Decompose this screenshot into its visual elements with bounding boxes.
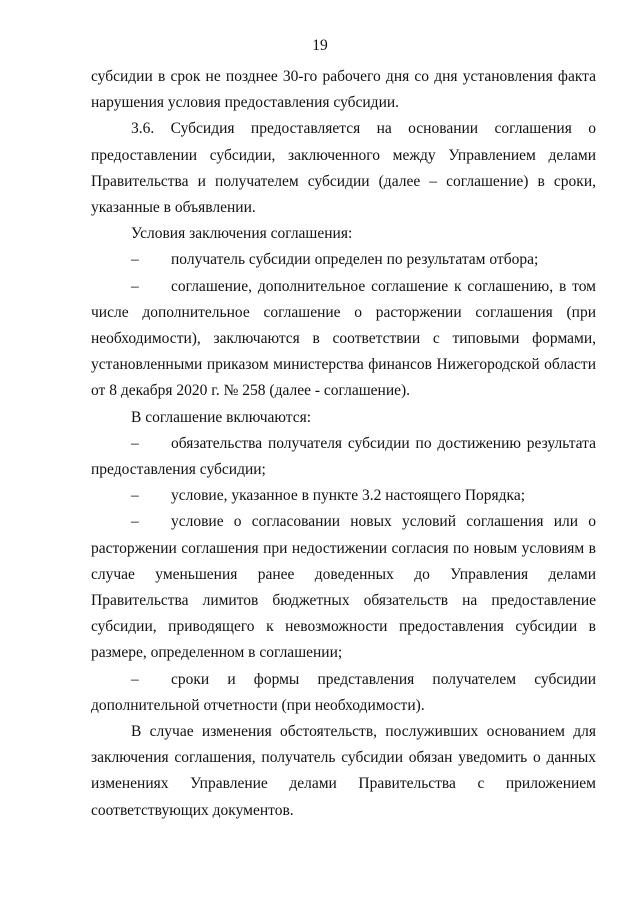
list-item-text: условие о согласовании новых условий соглашения или о bbox=[171, 513, 596, 531]
list-item-text: получатель субсидии определен по результатам отбора; bbox=[171, 251, 539, 269]
dash-marker: – bbox=[131, 434, 139, 452]
list-item bbox=[91, 274, 596, 300]
dash-marker: – bbox=[131, 513, 139, 531]
list-item-continuation: числе дополнительное соглашение о расторжении соглашения (при необходимости), заключаются в соответствии с типовыми формами, установленными приказом министерства финансов Нижегородской области от 8 декабря 2020 г. № 258 (далее - соглашение). bbox=[91, 303, 596, 400]
dash-marker: – bbox=[131, 251, 139, 269]
list-item-continuation: предоставления субсидии; bbox=[91, 461, 266, 479]
page-number: 19 bbox=[312, 37, 328, 54]
paragraph-3-6-first-line: 3.6. Субсидия предоставляется на основании соглашения о bbox=[131, 120, 596, 138]
conditions-heading: Условия заключения соглашения: bbox=[131, 225, 353, 243]
includes-heading: В соглашение включаются: bbox=[131, 408, 312, 426]
list-item bbox=[91, 667, 596, 693]
list-item-text: условие, указанное в пункте 3.2 настоящего Порядка; bbox=[171, 487, 526, 505]
list-item-text: обязательства получателя субсидии по достижению результата bbox=[171, 434, 596, 452]
list-item-text: соглашение, дополнительное соглашение к соглашению, в том bbox=[171, 277, 596, 295]
list-item-continuation: дополнительной отчетности (при необходимости). bbox=[91, 696, 425, 714]
paragraph-3-6-rest: предоставлении субсидии, заключенного между Управлением делами Правительства и получателем субсидии (далее – соглашение) в сроки, указанные в объявлении. bbox=[91, 146, 596, 217]
dash-marker: – bbox=[131, 277, 139, 295]
dash-marker: – bbox=[131, 670, 139, 688]
list-item-text: сроки и формы представления получателем субсидии bbox=[171, 670, 596, 688]
paragraph-continuation-line-2: нарушения условия предоставления субсидии. bbox=[91, 94, 400, 112]
list-item bbox=[91, 509, 596, 535]
list-item bbox=[91, 431, 596, 457]
list-item-continuation: расторжении соглашения при недостижении согласия по новым условиям в случае уменьшения ранее доведенных до Управления делами Правительства лимитов бюджетных обязательств на предоставление субсидии, приводящего к невозможности предоставления субсидии в размере, определенном в соглашении; bbox=[91, 539, 596, 662]
list-item bbox=[91, 247, 596, 273]
list-item bbox=[91, 483, 596, 509]
document-body bbox=[91, 64, 596, 824]
paragraph-notification: В случае изменения обстоятельств, послуживших основанием для заключения соглашения, получатель субсидии обязан уведомить о данных изменениях Управление делами Правительства с приложением соответствующих документов. bbox=[91, 723, 596, 819]
paragraph-continuation-line-1: субсидии в срок не позднее 30-го рабочего дня со дня установления факта bbox=[91, 68, 596, 85]
dash-marker: – bbox=[131, 487, 139, 505]
